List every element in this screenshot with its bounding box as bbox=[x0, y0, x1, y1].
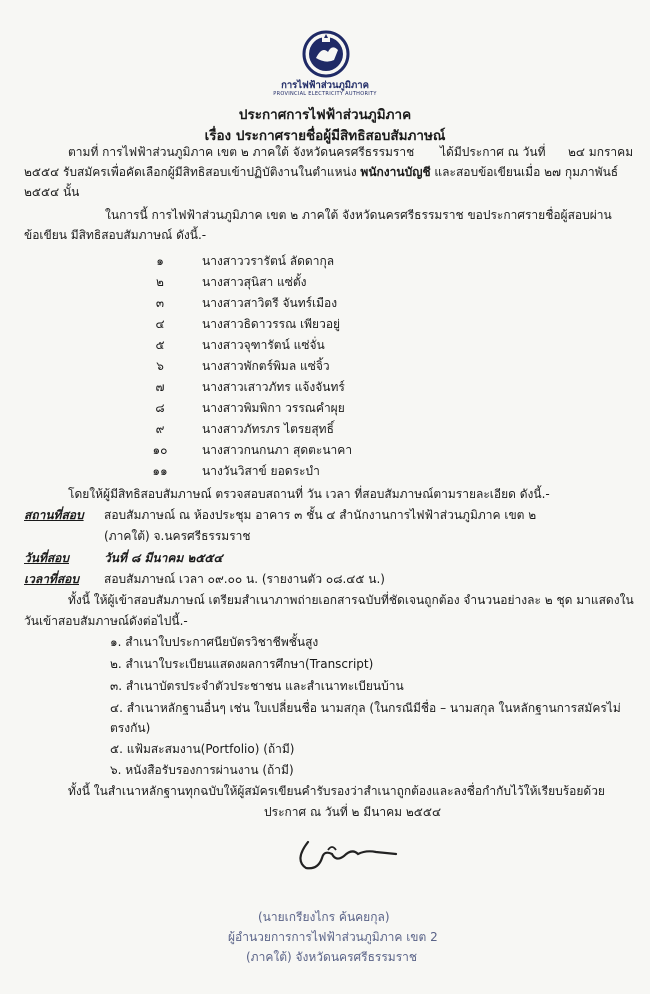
candidate-number: ๘ bbox=[155, 401, 165, 415]
intro-line-3: ๒๕๕๔ นั้น bbox=[24, 185, 80, 199]
candidate-number: ๗ bbox=[155, 380, 165, 394]
intro-line-2a: ๒๕๕๔ รับสมัครเพื่อคัดเลือกผู้มีสิทธิสอบเข้าปฏิบัติงานในตำแหน่ง bbox=[24, 165, 357, 179]
candidate-name: นางสาวกนกนภา สุดตะนาคา bbox=[202, 443, 353, 457]
candidate-name: นางสาวพักตร์พิมล แซ่จิ้ว bbox=[202, 359, 330, 373]
doc-item: ๓. สำเนาบัตรประจำตัวประชาชน และสำเนาทะเบียนบ้าน bbox=[110, 679, 404, 693]
intro-line-2 bbox=[24, 164, 618, 180]
position-name: พนักงานบัญชี bbox=[360, 165, 431, 179]
candidate-number: ๖ bbox=[156, 359, 164, 373]
candidate-name: นางสาวภัทรภร ไตรยสุทธิ์ bbox=[202, 422, 334, 436]
para4-line-1: ทั้งนี้ ให้ผู้เข้าสอบสัมภาษณ์ เตรียมสำเนาภาพถ่ายเอกสารฉบับที่ชัดเจนถูกต้อง จำนวนอย่างละ ๒ ชุด มาแสดงใน bbox=[68, 593, 634, 607]
candidate-number: ๔ bbox=[155, 317, 165, 331]
candidate-number: ๙ bbox=[155, 422, 165, 436]
para2-line-2: ข้อเขียน มีสิทธิสอบสัมภาษณ์ ดังนี้.- bbox=[24, 228, 207, 242]
candidate-number: ๒ bbox=[156, 275, 164, 289]
doc-item: ๕. แฟ้มสะสมงาน(Portfolio) (ถ้ามี) bbox=[110, 742, 295, 756]
date-value: วันที่ ๘ มีนาคม ๒๕๕๔ bbox=[104, 551, 223, 565]
candidate-name: นางสาวสุนิสา แซ่ตั้ง bbox=[202, 275, 307, 289]
candidate-number: ๕ bbox=[155, 338, 165, 352]
pea-logo-icon bbox=[302, 30, 350, 78]
signer-name: (นายเกรียงไกร ค้นคยกุล) bbox=[258, 910, 390, 924]
candidate-name: นางสาวเสาวภัทร แจ้งจันทร์ bbox=[202, 380, 345, 394]
candidate-name: นางวันวิสาข์ ยอดระบำ bbox=[202, 464, 320, 478]
para2-line-1: ในการนี้ การไฟฟ้าส่วนภูมิภาค เขต ๒ ภาคใต้ จังหวัดนครศรีธรรมราช ขอประกาศรายชื่อผู้สอบผ่าน bbox=[105, 208, 612, 222]
doc-item: ๔. สำเนาหลักฐานอื่นๆ เช่น ใบเปลี่ยนชื่อ นามสกุล (ในกรณีมีชื่อ – นามสกุล ในหลักฐานการสมัครไม่ bbox=[110, 701, 621, 715]
candidate-number: ๑๐ bbox=[152, 443, 168, 457]
candidate-number: ๓ bbox=[155, 296, 165, 310]
time-label: เวลาที่สอบ bbox=[24, 572, 79, 586]
announcement-title: ประกาศการไฟฟ้าส่วนภูมิภาค bbox=[238, 107, 412, 123]
org-name-en: PROVINCIAL ELECTRICITY AUTHORITY bbox=[273, 91, 377, 97]
announce-date: ประกาศ ณ วันที่ ๒ มีนาคม ๒๕๕๔ bbox=[264, 805, 442, 819]
date-label: วันที่สอบ bbox=[24, 551, 69, 565]
venue-line-1: สอบสัมภาษณ์ ณ ห้องประชุม อาคาร ๓ ชั้น ๔ สำนักงานการไฟฟ้าส่วนภูมิภาค เขต ๒ bbox=[104, 508, 537, 522]
signer-region: (ภาคใต้) จังหวัดนครศรีธรรมราช bbox=[246, 950, 418, 964]
candidate-name: นางสาวสาวิตรี จันทร์เมือง bbox=[202, 296, 338, 310]
venue-label: สถานที่สอบ bbox=[24, 508, 84, 522]
intro-line-1a: ตามที่ การไฟฟ้าส่วนภูมิภาค เขต ๒ ภาคใต้ จังหวัดนครศรีธรรมราช bbox=[68, 145, 415, 159]
para4-line-2: วันเข้าสอบสัมภาษณ์ดังต่อไปนี้.- bbox=[24, 614, 188, 628]
doc-item: ๒. สำเนาใบระเบียนแสดงผลการศึกษา(Transcript) bbox=[110, 657, 374, 671]
candidate-number: ๑๑ bbox=[152, 464, 168, 478]
venue-line-2: (ภาคใต้) จ.นครศรีธรรมราช bbox=[104, 529, 251, 543]
candidate-number: ๑ bbox=[156, 254, 164, 268]
para3: โดยให้ผู้มีสิทธิสอบสัมภาษณ์ ตรวจสอบสถานที่ วัน เวลา ที่สอบสัมภาษณ์ตามรายละเอียด ดังนี้.- bbox=[68, 487, 550, 501]
candidate-name: นางสาวธิดาวรรณ เพียวอยู่ bbox=[202, 317, 341, 331]
intro-line-1c: ๒๔ มกราคม bbox=[568, 145, 634, 159]
candidate-name: นางสาววรารัตน์ ลัดดากุล bbox=[202, 254, 335, 268]
doc-item-cont: ตรงกัน) bbox=[110, 721, 151, 735]
org-name-th: การไฟฟ้าส่วนภูมิภาค bbox=[281, 80, 369, 91]
candidate-name: นางสาวพิมพิกา วรรณคำผุย bbox=[202, 401, 345, 415]
signature-icon bbox=[292, 820, 402, 880]
candidate-name: นางสาวจุฑารัตน์ แซ่จั่น bbox=[202, 338, 325, 352]
time-value: สอบสัมภาษณ์ เวลา ๐๙.๐๐ น. (รายงานตัว ๐๘.๔๕ น.) bbox=[104, 572, 385, 586]
announcement-subject: เรื่อง ประกาศรายชื่อผู้มีสิทธิสอบสัมภาษณ์ bbox=[204, 128, 446, 144]
doc-item: ๑. สำเนาใบประกาศนียบัตรวิชาชีพชั้นสูง bbox=[110, 635, 319, 649]
doc-item: ๖. หนังสือรับรองการผ่านงาน (ถ้ามี) bbox=[110, 763, 294, 777]
intro-line-2c: และสอบข้อเขียนเมื่อ ๒๗ กุมภาพันธ์ bbox=[434, 165, 619, 179]
para5: ทั้งนี้ ในสำเนาหลักฐานทุกฉบับให้ผู้สมัครเขียนคำรับรองว่าสำเนาถูกต้องและลงชื่อกำกับไว้ให้เรียบร้อยด้วย bbox=[68, 784, 605, 798]
intro-line-1b: ได้มีประกาศ ณ วันที่ bbox=[440, 145, 546, 159]
signer-position: ผู้อำนวยการการไฟฟ้าส่วนภูมิภาค เขต 2 bbox=[228, 930, 438, 944]
